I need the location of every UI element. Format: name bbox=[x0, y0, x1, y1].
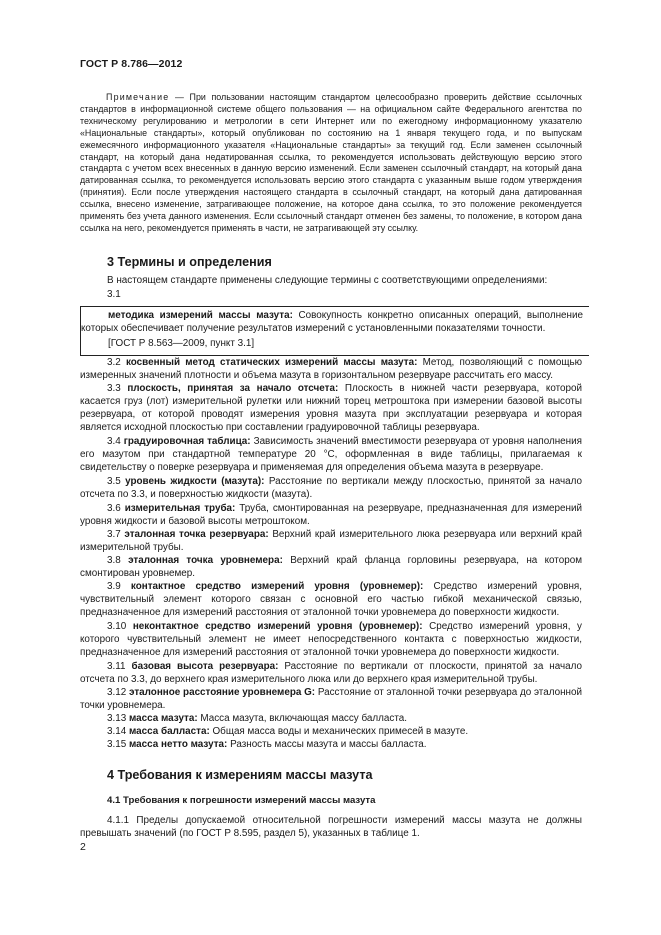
item-3-1-number: 3.1 bbox=[107, 289, 121, 300]
document-code-header: ГОСТ Р 8.786—2012 bbox=[80, 58, 183, 70]
term-item: 3.11 базовая высота резервуара: Расстояние по вертикали от плоскости, принятой за начало отсчета по 3.3, до верхнего края измерительного люка или до верхнего края измерительной трубы. bbox=[80, 661, 583, 685]
term-item: 3.6 измерительная труба: Труба, смонтированная на резервуаре, предназначенная для измерений уровня жидкости и базовой высоты метроштоком. bbox=[80, 503, 582, 527]
term-item: 3.5 уровень жидкости (мазута): Расстояние по вертикали между плоскостью, принятой за начало отсчета по 3.3, и поверхностью жидкости (мазута). bbox=[80, 476, 582, 500]
def-3-1: Совокупность конкретно описанных операций, выполнение которых обеспечивает получение результатов измерений с установленными показателями точности. bbox=[81, 310, 583, 334]
definition-3-1 bbox=[81, 310, 583, 336]
term-item: 3.3 плоскость, принятая за начало отсчета: Плоскость в нижней части резервуара, которой касается груз (лот) измерительной рулетки или нижний торец метроштока при измерении базовой высоты резервуара, от которой проводят измерения уровня мазута при эксплуатации резервуара и которая является исходной плоскостью при составлении градуировочной таблицы резервуара. bbox=[80, 383, 582, 433]
term-item: 3.9 контактное средство измерений уровня (уровнемер): Средство измерений уровня, чувствительный элемент которого связан с основной его частью гибкой механической связью, предназначенное для измерений расстояния от эталонной точки уровнемера до поверхности жидкости. bbox=[80, 581, 582, 618]
section-3-heading: 3 Термины и определения bbox=[107, 255, 272, 269]
definition-reference: [ГОСТ Р 8.563—2009, пункт 3.1] bbox=[108, 338, 255, 349]
reference-note bbox=[80, 92, 582, 235]
term-item: 3.15 масса нетто мазута: Разность массы мазута и массы балласта. bbox=[107, 739, 427, 750]
term-item: 3.14 масса балласта: Общая масса воды и механических примесей в мазуте. bbox=[107, 726, 469, 737]
note-text: — При пользовании настоящим стандартом целесообразно проверить действие ссылочных стандартов в информационной системе общего пользования — на официальном сайте Федерального агентства по техническому регулированию и метрологии в сети Интернет или по ежегодному информационному указателю «Национальные стандарты», который опубликован по состоянию на 1 января текущего года, и по выпускам ежемесячного информационного указателя «Национальные стандарты» за текущий год. Если заменен ссылочный стандарт, на который дана недатированная ссылка, то рекомендуется использовать действующую версию этого стандарта с учетом всех внесенных в данную версию изменений. Если заменен ссылочный стандарт, на который дана датированная ссылка, то рекомендуется использовать версию этого стандарта с указанным выше годом утверждения (принятия). Если после утверждения настоящего стандарта в ссылочный стандарт, на который дана датированная ссылка, внесено изменение, затрагивающее положение, на которое дана ссылка, то это положение рекомендуется применять без учета данного изменения. Если ссылочный стандарт отменен без замены, то положение, в котором дана ссылка на него, рекомендуется применять в части, не затрагивающей эту ссылку. bbox=[80, 92, 582, 233]
term-item: 3.8 эталонная точка уровнемера: Верхний край фланца горловины резервуара, на котором смонтирован уровнемер. bbox=[80, 555, 582, 579]
term-item: 3.13 масса мазута: Масса мазута, включающая массу балласта. bbox=[107, 713, 408, 724]
note-label: Примечание bbox=[106, 92, 170, 102]
term-item: 3.10 неконтактное средство измерений уровня (уровнемер): Средство измерений уровня, у которого чувствительный элемент не имеет непосредственного контакта с поверхностью жидкости, предназначенное для измерений расстояния от эталонной точки уровнемера до поверхности жидкости. bbox=[80, 621, 582, 658]
term-item: 3.7 эталонная точка резервуара: Верхний край измерительного люка резервуара или верхний край измерительной трубы. bbox=[80, 529, 582, 553]
definition-box-3-1 bbox=[80, 306, 589, 356]
term-3-1: методика измерений массы мазута: bbox=[108, 310, 293, 321]
page-number: 2 bbox=[80, 841, 86, 853]
term-item: 3.12 эталонное расстояние уровнемера G: Расстояние от эталонной точки резервуара до эталонной точки уровнемера. bbox=[80, 687, 582, 711]
section-4-heading: 4 Требования к измерениям массы мазута bbox=[107, 768, 373, 782]
paragraph-4-1-1: 4.1.1 Пределы допускаемой относительной погрешности измерений массы мазута не должны превышать значений (по ГОСТ Р 8.595, раздел 5), указанных в таблице 1. bbox=[80, 815, 582, 839]
section-3-intro: В настоящем стандарте применены следующие термины с соответствующими определениями: bbox=[107, 275, 548, 286]
term-item: 3.2 косвенный метод статических измерений массы мазута: Метод, позволяющий с помощью измеренных значений плотности и объема мазута в горизонтальном резервуаре рассчитать его массу. bbox=[80, 357, 582, 381]
term-item: 3.4 градуировочная таблица: Зависимость значений вместимости резервуара от уровня наполнения его мазутом при стандартной температуре 20 °С, оформленная в виде таблицы, прилагаемая к свидетельству о поверке резервуара и применяемая для определения объема мазута в резервуаре. bbox=[80, 436, 582, 473]
subsection-4-1-heading: 4.1 Требования к погрешности измерений массы мазута bbox=[107, 795, 376, 806]
